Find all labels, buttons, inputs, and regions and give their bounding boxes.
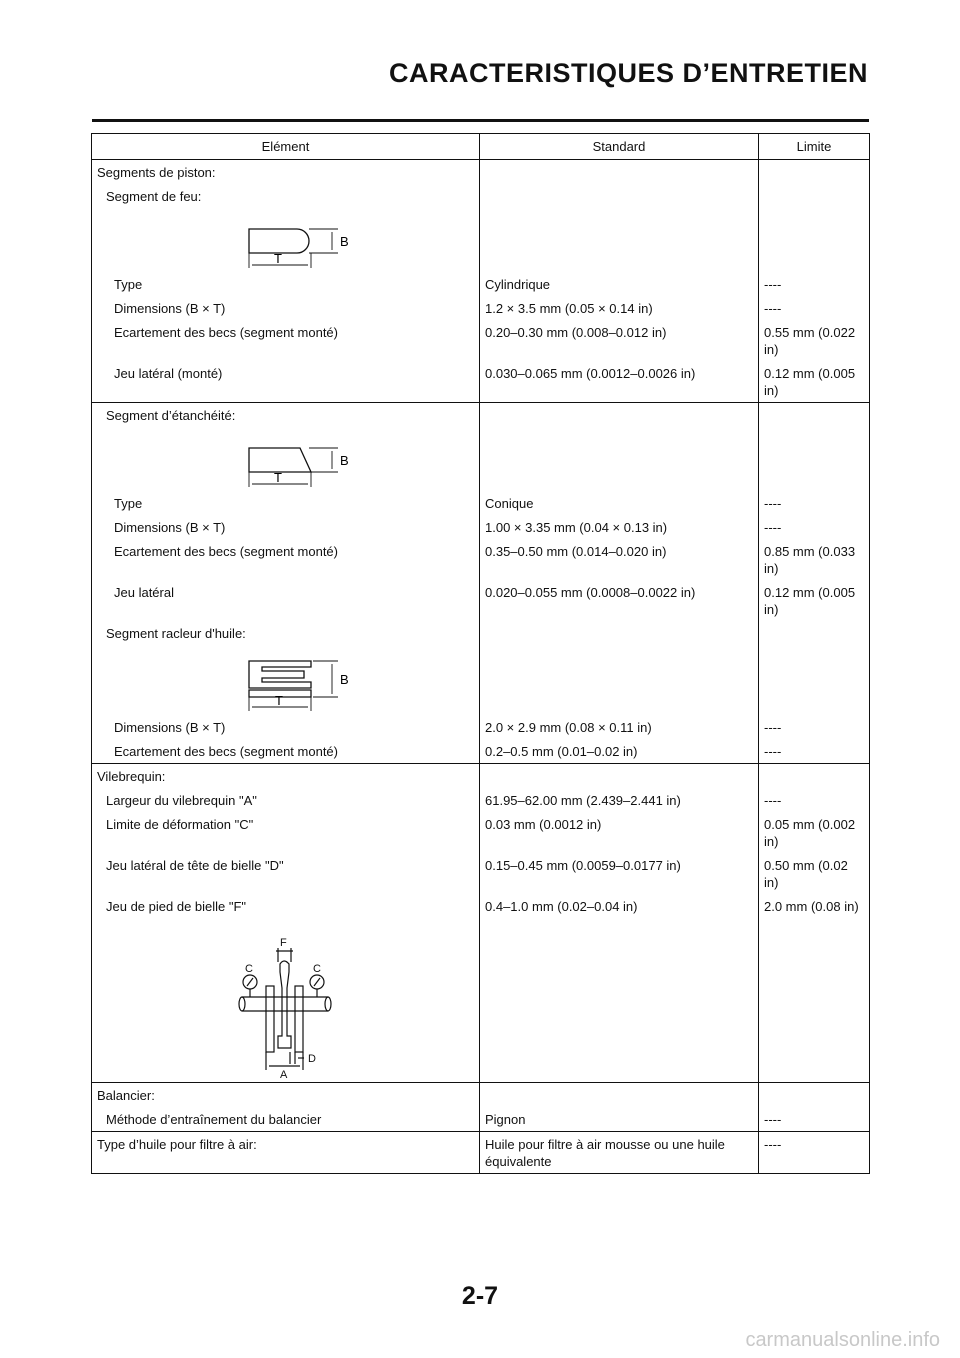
subsection-label: Segment d’étanchéité: <box>92 403 480 428</box>
limit-value: 0.50 mm (0.02 in) <box>759 853 870 894</box>
fig-label-d: D <box>308 1053 316 1065</box>
figure-row <box>92 645 870 715</box>
table-row <box>92 491 870 515</box>
table-row <box>92 788 870 812</box>
item-label: Type <box>92 272 480 296</box>
item-label: Dimensions (B × T) <box>92 715 480 739</box>
page-title: CARACTERISTIQUES D’ENTRETIEN <box>388 58 868 88</box>
second-ring-diagram <box>92 427 480 487</box>
table-row <box>92 361 870 403</box>
figure-row <box>92 208 870 272</box>
standard-value: 1.00 × 3.35 mm (0.04 × 0.13 in) <box>480 515 759 539</box>
item-label: Largeur du vilebrequin "A" <box>92 788 480 812</box>
limit-value: ---- <box>759 515 870 539</box>
table-row <box>92 739 870 764</box>
table-row <box>92 272 870 296</box>
limit-value: ---- <box>759 1107 870 1132</box>
standard-value: 1.2 × 3.5 mm (0.05 × 0.14 in) <box>480 296 759 320</box>
subsection-label: Segment de feu: <box>92 184 480 208</box>
table-row <box>92 894 870 918</box>
table-row <box>92 539 870 580</box>
item-label: Jeu latéral de tête de bielle "D" <box>92 853 480 894</box>
limit-value: 0.85 mm (0.033 in) <box>759 539 870 580</box>
table-row <box>92 515 870 539</box>
table-row <box>92 580 870 621</box>
limit-value: ---- <box>759 739 870 764</box>
header-standard: Standard <box>480 134 759 160</box>
watermark: carmanualsonline.info <box>745 1329 940 1351</box>
fig-label-t: T <box>274 251 282 266</box>
standard-value: 0.03 mm (0.0012 in) <box>480 812 759 853</box>
fig-label-a: A <box>280 1069 288 1078</box>
crankshaft-diagram <box>92 918 480 1078</box>
limit-value: 0.05 mm (0.002 in) <box>759 812 870 853</box>
section-label: Segments de piston: <box>92 160 480 185</box>
item-label: Méthode d’entraînement du balancier <box>92 1107 480 1132</box>
fig-label-t: T <box>275 693 283 708</box>
limit-value: 0.12 mm (0.005 in) <box>759 361 870 403</box>
standard-value: Pignon <box>480 1107 759 1132</box>
limit-value: 2.0 mm (0.08 in) <box>759 894 870 918</box>
figure-row <box>92 427 870 491</box>
standard-value: Conique <box>480 491 759 515</box>
limit-value: ---- <box>759 491 870 515</box>
item-label: Jeu latéral (monté) <box>92 361 480 403</box>
fig-label-c-left: C <box>245 963 253 975</box>
item-label: Type d’huile pour filtre à air: <box>92 1132 480 1174</box>
fig-label-b: B <box>340 453 349 468</box>
standard-value: 0.2–0.5 mm (0.01–0.02 in) <box>480 739 759 764</box>
fig-label-t: T <box>274 470 282 485</box>
table-row <box>92 853 870 894</box>
limit-value: 0.55 mm (0.022 in) <box>759 320 870 361</box>
title-divider <box>92 119 869 122</box>
item-label: Type <box>92 491 480 515</box>
item-label: Dimensions (B × T) <box>92 515 480 539</box>
item-label: Dimensions (B × T) <box>92 296 480 320</box>
section-label: Vilebrequin: <box>92 764 480 789</box>
fig-label-c-right: C <box>313 963 321 975</box>
oil-ring-diagram <box>92 645 480 711</box>
standard-value: 0.20–0.30 mm (0.008–0.012 in) <box>480 320 759 361</box>
standard-value: 0.4–1.0 mm (0.02–0.04 in) <box>480 894 759 918</box>
limit-value: ---- <box>759 272 870 296</box>
standard-value: 0.020–0.055 mm (0.0008–0.0022 in) <box>480 580 759 621</box>
header-limit: Limite <box>759 134 870 160</box>
table-row <box>92 403 870 428</box>
item-label: Ecartement des becs (segment monté) <box>92 739 480 764</box>
table-header-row <box>92 134 870 160</box>
header-element: Elément <box>92 134 480 160</box>
standard-value: 2.0 × 2.9 mm (0.08 × 0.11 in) <box>480 715 759 739</box>
figure-row <box>92 918 870 1083</box>
table-row <box>92 184 870 208</box>
spec-table <box>91 133 870 1174</box>
standard-value: 0.35–0.50 mm (0.014–0.020 in) <box>480 539 759 580</box>
table-row <box>92 715 870 739</box>
item-label: Limite de déformation "C" <box>92 812 480 853</box>
limit-value: 0.12 mm (0.005 in) <box>759 580 870 621</box>
standard-value: Huile pour filtre à air mousse ou une huile équivalente <box>480 1132 759 1174</box>
table-row <box>92 296 870 320</box>
fig-label-b: B <box>340 234 349 249</box>
page-number: 2-7 <box>461 1282 499 1310</box>
table-row <box>92 1083 870 1108</box>
table-row <box>92 160 870 185</box>
standard-value: 0.15–0.45 mm (0.0059–0.0177 in) <box>480 853 759 894</box>
item-label: Ecartement des becs (segment monté) <box>92 320 480 361</box>
top-ring-diagram <box>92 208 480 268</box>
fig-label-f: F <box>280 937 287 949</box>
table-row <box>92 764 870 789</box>
limit-value: ---- <box>759 715 870 739</box>
subsection-label: Segment racleur d'huile: <box>92 621 480 645</box>
table-row <box>92 1132 870 1174</box>
table-row <box>92 1107 870 1132</box>
standard-value: Cylindrique <box>480 272 759 296</box>
item-label: Jeu de pied de bielle "F" <box>92 894 480 918</box>
table-row <box>92 812 870 853</box>
section-label: Balancier: <box>92 1083 480 1108</box>
standard-value: 61.95–62.00 mm (2.439–2.441 in) <box>480 788 759 812</box>
item-label: Ecartement des becs (segment monté) <box>92 539 480 580</box>
table-row <box>92 320 870 361</box>
limit-value: ---- <box>759 1132 870 1174</box>
limit-value: ---- <box>759 296 870 320</box>
standard-value: 0.030–0.065 mm (0.0012–0.0026 in) <box>480 361 759 403</box>
item-label: Jeu latéral <box>92 580 480 621</box>
limit-value: ---- <box>759 788 870 812</box>
fig-label-b: B <box>340 672 349 687</box>
table-row <box>92 621 870 645</box>
